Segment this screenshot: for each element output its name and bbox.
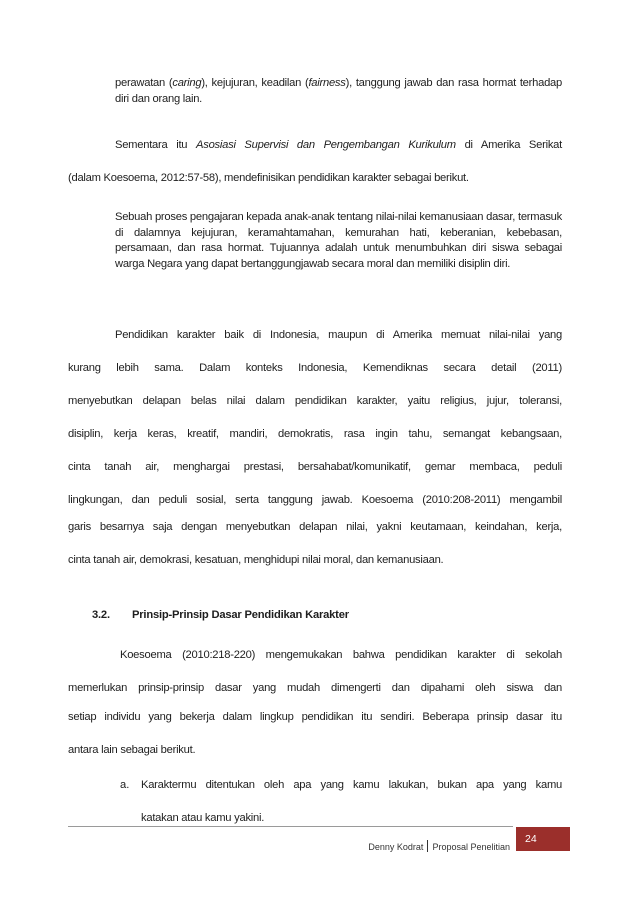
footer-doc-title: Proposal Penelitian <box>432 842 510 852</box>
quote1-text-b: ), kejujuran, keadilan ( <box>201 77 309 89</box>
quote1-text-a: perawatan ( <box>115 77 173 89</box>
para4-line: antara lain sebagai berikut. <box>68 744 196 756</box>
page-number-badge: 24 <box>516 827 570 851</box>
para2-text-a: Sementara itu <box>115 139 197 151</box>
para3-line: Pendidikan karakter baik di Indonesia, maupun di Amerika memuat nilai-nilai yang <box>115 329 562 341</box>
list-item-line2: katakan atau kamu yakini. <box>141 812 265 824</box>
list-item-line1: Karaktermu ditentukan oleh apa yang kamu lakukan, bukan apa yang kamu <box>141 779 562 791</box>
para3-line: lingkungan, dan peduli sosial, serta tanggung jawab. Koesoema (2010:208-2011) mengambil <box>68 494 562 506</box>
quote-block-2: Sebuah proses pengajaran kepada anak-anak tentang nilai-nilai kemanusiaan dasar, termasuk di dalamnya kejujuran, keramahtamahan, kemurahan hati, keberanian, kebebasan, persamaan, dan rasa hormat. Tujuannya adalah untuk menumbuhkan diri siswa sebagai warga Negara yang dapat bertanggungjawab secara moral dan memiliki disiplin diri. <box>115 211 562 270</box>
para4-line: memerlukan prinsip-prinsip dasar yang mudah dimengerti dan dipahami oleh siswa dan <box>68 682 562 694</box>
footer-author: Denny Kodrat <box>368 842 424 852</box>
quote1-text-c: ), tanggung jawab dan rasa hormat terhadap diri dan orang lain. <box>115 77 562 105</box>
para2-line2: (dalam Koesoema, 2012:57-58), mendefinisikan pendidikan karakter sebagai berikut. <box>68 172 469 184</box>
quote-block-1 <box>115 76 562 107</box>
para4-line: setiap individu yang bekerja dalam lingkup pendidikan itu sendiri. Beberapa prinsip dasar itu <box>68 711 562 723</box>
para2-text-b: di Amerika Serikat <box>455 139 562 151</box>
para2-line1 <box>115 139 562 151</box>
para3-line: cinta tanah air, menghargai prestasi, bersahabat/komunikatif, gemar membaca, peduli <box>68 461 562 473</box>
section-heading <box>92 609 349 621</box>
para3-line: kurang lebih sama. Dalam konteks Indonesia, Kemendiknas secara detail (2011) <box>68 362 562 374</box>
footer-divider <box>68 826 513 827</box>
section-number: 3.2. <box>92 609 110 621</box>
para3-line: menyebutkan delapan belas nilai dalam pendidikan karakter, yaitu religius, jujur, toleransi, <box>68 395 562 407</box>
list-item-letter: a. <box>120 779 130 791</box>
para2-italic-org: Asosiasi Supervisi dan Pengembangan Kurikulum <box>196 139 456 151</box>
para4-line: Koesoema (2010:218-220) mengemukakan bahwa pendidikan karakter di sekolah <box>120 649 562 661</box>
para3-line: cinta tanah air, demokrasi, kesatuan, menghidupi nilai moral, dan kemanusiaan. <box>68 554 444 566</box>
footer-separator <box>427 840 428 852</box>
footer-text <box>300 840 510 852</box>
para3-line: garis besarnya saja dengan menyebutkan delapan nilai, yakni keutamaan, keindahan, kerja, <box>68 521 562 533</box>
section-title: Prinsip-Prinsip Dasar Pendidikan Karakter <box>132 609 349 621</box>
quote1-fairness: fairness <box>308 77 346 89</box>
quote1-caring: caring <box>172 77 202 89</box>
para3-line: disiplin, kerja keras, kreatif, mandiri, demokratis, rasa ingin tahu, semangat kebangsaan, <box>68 428 562 440</box>
